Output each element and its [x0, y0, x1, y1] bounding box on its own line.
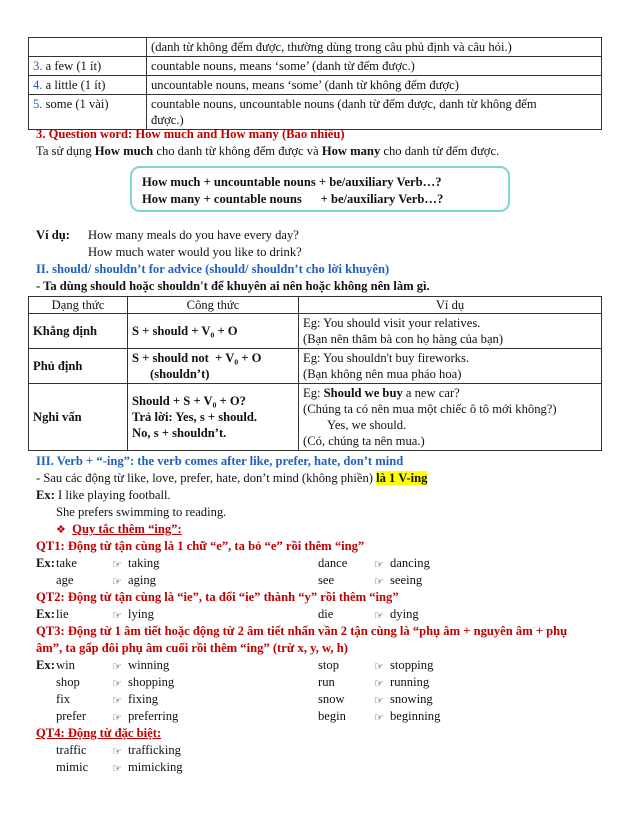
table-cell: countable nouns, uncountable nouns (danh từ đếm được, danh từ không đếm: [151, 97, 537, 111]
verb-base: begin: [318, 709, 346, 723]
pointer-icon: ☞: [374, 660, 384, 673]
table-cell: a few (1 ít): [42, 59, 102, 73]
verb-base: fix: [56, 692, 70, 706]
formula-cell: Should + S + V₀ + O? Trả lời: Yes, s + should. No, s + shouldn’t.: [128, 384, 299, 451]
rule-heading: QT1: Động từ tận cùng là 1 chữ “e”, ta bỏ “e” rồi thêm “ing”: [36, 539, 365, 553]
example-label: Ex:: [36, 658, 55, 672]
verb-ing: dying: [390, 607, 419, 621]
rule-heading: âm”, ta gấp đôi phụ âm cuối rồi thêm “ing” (trừ x, y, w, h): [36, 641, 348, 655]
intro-text: - Ta dùng should hoặc shouldn't để khuyên ai nên hoặc không nên làm gì.: [36, 279, 430, 293]
table-cell: a little (1 ít): [42, 78, 106, 92]
rule-heading: QT4: Động từ đặc biệt:: [36, 726, 162, 740]
pointer-icon: ☞: [112, 745, 122, 758]
verb-ing: mimicking: [128, 760, 183, 774]
formula-line: How much + uncountable nouns + be/auxiliary Verb…?: [142, 175, 442, 189]
pointer-icon: ☞: [112, 762, 122, 775]
example-sentence: How much water would you like to drink?: [88, 245, 302, 259]
verb-base: mimic: [56, 760, 89, 774]
verb-ing: winning: [128, 658, 170, 672]
intro-text: - Sau các động từ like, love, prefer, hate, don’t mind (không phiền) là 1 V-ing: [36, 471, 428, 485]
form-cell: Nghi vấn: [29, 384, 128, 451]
verb-ing: seeing: [390, 573, 423, 587]
pointer-icon: ☞: [374, 575, 384, 588]
verb-base: take: [56, 556, 77, 570]
table-cell: uncountable nouns, means ‘some’ (danh từ không đếm được): [147, 76, 602, 95]
form-cell: Khẳng định: [29, 314, 128, 349]
verb-base: dance: [318, 556, 348, 570]
verb-base: age: [56, 573, 74, 587]
section-heading: III. Verb + “-ing”: the verb comes after like, prefer, hate, don’t mind: [36, 454, 404, 468]
column-header: Dạng thức: [29, 297, 128, 314]
section-heading: II. should/ shouldn’t for advice (should/ shouldn’t cho lời khuyên): [36, 262, 390, 276]
rule-heading: QT2: Động từ tận cùng là “ie”, ta đổi “ie” thành “y” rồi thêm “ing”: [36, 590, 399, 604]
pointer-icon: ☞: [374, 558, 384, 571]
example-sentence: She prefers swimming to reading.: [56, 505, 227, 519]
verb-base: see: [318, 573, 335, 587]
pointer-icon: ☞: [112, 677, 122, 690]
rule-heading: QT3: Động từ 1 âm tiết hoặc động từ 2 âm tiết nhấn vần 2 tận cùng là “phụ âm + nguyên âm + phụ: [36, 624, 568, 638]
table-row: [29, 38, 602, 57]
table-row: [29, 76, 602, 95]
verb-ing: preferring: [128, 709, 179, 723]
pointer-icon: ☞: [374, 711, 384, 724]
verb-ing: fixing: [128, 692, 159, 706]
verb-ing: shopping: [128, 675, 175, 689]
pointer-icon: ☞: [374, 609, 384, 622]
verb-base: lie: [56, 607, 69, 621]
rule-title: ❖ Quy tắc thêm “ing”:: [56, 522, 182, 536]
pointer-icon: ☞: [112, 575, 122, 588]
pointer-icon: ☞: [112, 660, 122, 673]
table-row: [29, 314, 602, 349]
should-table: [28, 296, 602, 451]
table-row: [29, 57, 602, 76]
verb-ing: dancing: [390, 556, 430, 570]
verb-base: die: [318, 607, 334, 621]
verb-base: prefer: [56, 709, 87, 723]
verb-base: traffic: [56, 743, 87, 757]
example-sentence: How many meals do you have every day?: [88, 228, 299, 242]
formula-box: [130, 166, 510, 212]
verb-ing: snowing: [390, 692, 433, 706]
row-number: 5.: [33, 97, 43, 111]
row-number: 3.: [33, 59, 43, 73]
verb-base: shop: [56, 675, 80, 689]
pointer-icon: ☞: [112, 711, 122, 724]
verb-ing: aging: [128, 573, 156, 587]
form-cell: Phủ định: [29, 349, 128, 384]
table-cell: (danh từ không đếm được, thường dùng trong câu phủ định và câu hỏi.): [147, 38, 602, 57]
verb-ing: trafficking: [128, 743, 181, 757]
pointer-icon: ☞: [112, 609, 122, 622]
table-header-row: [29, 297, 602, 314]
table-row: [29, 349, 602, 384]
verb-ing: stopping: [390, 658, 434, 672]
example-label: Ex:: [36, 556, 55, 570]
section-heading: 3. Question word: How much and How many (Bao nhiêu): [36, 127, 345, 141]
verb-ing: beginning: [390, 709, 441, 723]
intro-text: Ta sử dụng How much cho danh từ không đếm được và How many cho danh từ đếm được.: [36, 144, 500, 158]
formula-cell: S + should not + V₀ + O (shouldn’t): [128, 349, 299, 384]
diamond-icon: ❖: [56, 523, 66, 536]
verb-base: run: [318, 675, 335, 689]
table-cell: countable nouns, means ‘some’ (danh từ đếm được.): [147, 57, 602, 76]
formula-line: How many + countable nouns + be/auxiliary Verb…?: [142, 192, 444, 206]
table-row: [29, 95, 602, 130]
pointer-icon: ☞: [374, 677, 384, 690]
verb-ing: running: [390, 675, 430, 689]
row-number: 4.: [33, 78, 43, 92]
verb-base: snow: [318, 692, 345, 706]
verb-ing: lying: [128, 607, 154, 621]
example-cell: Eg: You should visit your relatives. (Bạn nên thăm bà con họ hàng của bạn): [299, 314, 602, 349]
example-sentence: Ex: I like playing football.: [36, 488, 171, 502]
pointer-icon: ☞: [112, 694, 122, 707]
table-cell: some (1 vài): [42, 97, 109, 111]
table-row: [29, 384, 602, 451]
highlighted-text: là 1 V-ing: [376, 471, 428, 485]
column-header: Ví dụ: [299, 297, 602, 314]
pointer-icon: ☞: [374, 694, 384, 707]
formula-cell: S + should + V₀ + O: [128, 314, 299, 349]
verb-base: win: [56, 658, 75, 672]
example-cell: Eg: You shouldn't buy fireworks. (Bạn không nên mua pháo hoa): [299, 349, 602, 384]
example-label: Ex:: [36, 607, 55, 621]
table-cell: được.): [151, 113, 184, 127]
example-label: Ví dụ:: [36, 228, 70, 242]
pointer-icon: ☞: [112, 558, 122, 571]
quantifier-table: [28, 37, 602, 130]
verb-ing: taking: [128, 556, 160, 570]
column-header: Công thức: [128, 297, 299, 314]
verb-base: stop: [318, 658, 339, 672]
example-cell: Eg: Should we buy a new car? (Chúng ta có nên mua một chiếc ô tô mới không?) Yes, we should. (Có, chúng ta nên mua.): [299, 384, 602, 451]
